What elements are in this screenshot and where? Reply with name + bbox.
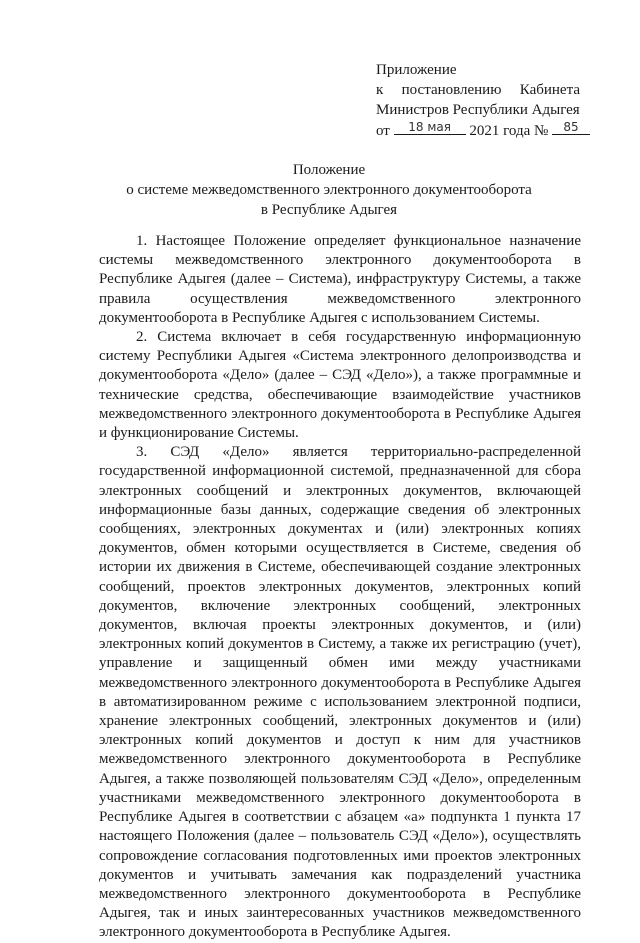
year-text: 2021 года № — [469, 123, 549, 139]
document-body — [99, 232, 581, 943]
date-prefix: от — [376, 123, 390, 139]
date-blank — [394, 120, 466, 135]
document-title — [0, 160, 640, 220]
number-blank — [552, 120, 590, 135]
appendix-line-2 — [376, 80, 580, 100]
paragraph-2: 2. Система включает в себя государственную информационную систему Республики Адыгея «Система электронного делопроизводства и документооборота «Дело» (далее – СЭД «Дело»), а также программные и технические средства, обеспечивающие взаимодействие участников межведомственного электронного документооборота в Республике Адыгея и функционирование Системы. — [99, 329, 581, 442]
title-line-1: Положение — [292, 162, 366, 178]
appendix-date-line — [376, 120, 580, 141]
appendix-line-1: Приложение — [376, 62, 457, 78]
handwritten-number: 85 — [563, 120, 579, 134]
paragraph-1: 1. Настоящее Положение определяет функциональное назначение системы межведомственного электронного документооборота в Республике Адыгея (далее – Система), инфраструктуру Системы, а также правила осуществления межведомственного электронного документооборота в Республике Адыгея с использованием Системы. — [99, 233, 581, 326]
appendix-word-2: постановлению — [401, 82, 502, 98]
appendix-line-3: Министров Республики Адыгея — [376, 102, 580, 118]
appendix-header — [376, 60, 580, 141]
title-line-3: в Республике Адыгея — [260, 202, 398, 218]
handwritten-date: 18 мая — [408, 120, 451, 134]
appendix-word-3: Кабинета — [519, 82, 580, 98]
appendix-word-1: к — [376, 82, 384, 98]
paragraph-3: 3. СЭД «Дело» является территориально-распределенной государственной информационной системой, предназначенной для сбора электронных сообщений и электронных документов, включающей информационные базы данных, содержащие сведения об электронных сообщениях, электронных документах и (или) электронных копиях документов, обмен которыми осуществляется в Системе, сведения об истории их движения в Системе, обеспечивающей создание электронных сообщений, проектов электронных документов, электронных копий документов, включение электронных сообщений, электронных документов, включая проекты электронных документов, и (или) электронных копий документов в Систему, а также их регистрацию (учет), управление и защищенный обмен ими между участниками межведомственного электронного документооборота в Республике Адыгея в автоматизированном режиме с использованием электронной подписи, хранение электронных сообщений, электронных документов и (или) электронных копий документов и доступ к ним для участников межведомственного электронного документооборота в Республике Адыгея, а также позволяющей пользователям СЭД «Дело», определенным участниками межведомственного электронного документооборота в Республике Адыгея в соответствии с абзацем «а» подпункта 1 пункта 17 настоящего Положения (далее – пользователь СЭД «Дело»), осуществлять сопровождение согласования подготовленных ими проектов электронных документов и учитывать замечания как подразделений участника межведомственного электронного документооборота в Республике Адыгея, так и иных заинтересованных участников межведомственного электронного документооборота в Республике Адыгея. — [99, 444, 581, 941]
title-line-2: о системе межведомственного электронного документооборота — [126, 182, 532, 198]
